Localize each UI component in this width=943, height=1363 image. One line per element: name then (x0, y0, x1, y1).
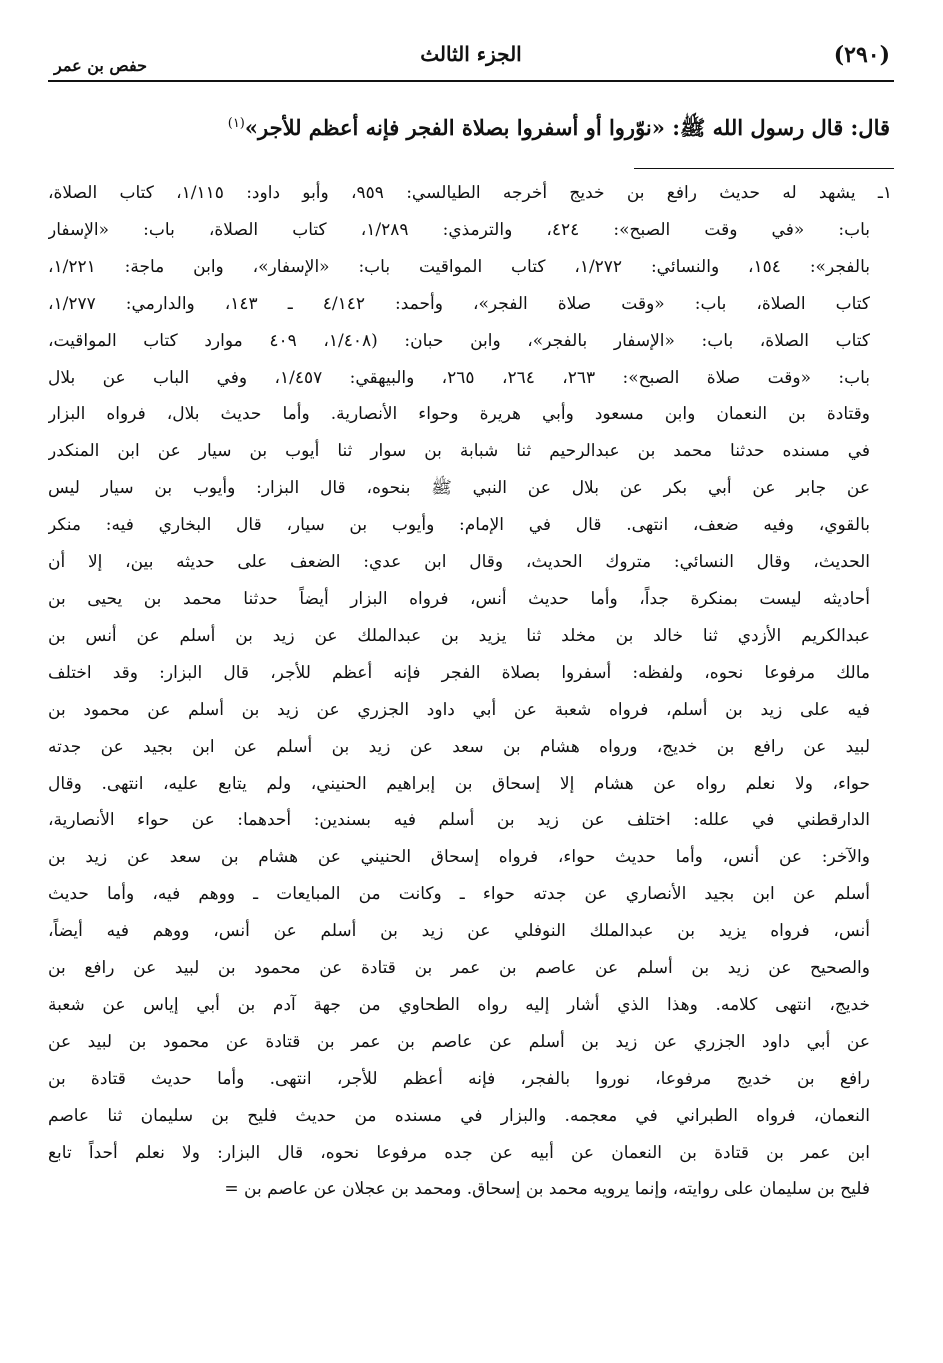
footnote-line: الحديث، وقال النسائي: متروك الحديث، وقال ابن عدي: الضعف على حديثه بين، إلا أن (48, 552, 870, 573)
footnote-line: أحاديثه ليست بمنكرة جداً، وأما حديث أنس، فرواه البزار أيضاً حدثنا محمد بن يحيى بن (48, 588, 870, 609)
running-title: الجزء الثالث (420, 42, 522, 66)
footnote-marker: (١) (227, 116, 245, 131)
footnote-block (48, 175, 894, 1208)
footnote-line: وقتادة بن النعمان وابن مسعود وأبي هريرة وحواء الأنصارية. وأما حديث بلال، فرواه البزار (48, 404, 870, 425)
footnote-line: بالفجر»: ١٥٤، والنسائي: ١/٢٧٢، كتاب المواقيت باب: «الإسفار»، وابن ماجة: ١/٢٢١، (48, 256, 871, 277)
footnote-line: باب: «في وقت الصبح»: ٤٢٤، والترمذي: ١/٢٨٩، كتاب الصلاة، باب: «الإسفار (48, 219, 870, 240)
footnote-line: عن أبي داود الجزري عن زيد بن أسلم عن عاصم بن عمر بن قتادة عن محمود بن لبيد عن (48, 1031, 870, 1052)
footnote-line: لبيد عن رافع بن خديج، ورواه هشام بن سعد عن زيد بن أسلم عن ابن بجيد عن جدته (48, 736, 870, 757)
footnote-line: خديج، انتهى كلامه. وهذا الذي أشار إليه رواه الطحاوي من جهة آدم بن أبي إياس عن شعبة (48, 994, 870, 1015)
footnote-line: حواء، ولا نعلم رواه عن هشام إلا إسحاق بن إبراهيم الحنيني، ولم يتابع عليه، انتهى. وقال (48, 773, 870, 794)
footnote-line: بالقوي، وفيه ضعف، انتهى. قال في الإمام: وأيوب بن سيار، قال البخاري فيه: منكر (48, 515, 870, 536)
footnote-line: كتاب الصلاة، باب: «وقت صلاة الفجر»، وأحمد: ٤/١٤٢ ـ ١٤٣، والدارمي: ١/٢٧٧، (48, 293, 871, 314)
book-page (48, 38, 894, 1338)
main-text-body: قال: قال رسول الله ﷺ: «نوّروا أو أسفروا بصلاة الفجر فإنه أعظم للأجر» (244, 115, 890, 140)
footnote-line: النعمان، فرواه الطبراني في معجمه. والبزار في مسنده من حديث فليح بن سليمان ثنا عاصم (48, 1105, 870, 1126)
footnote-line: والصحيح عن زيد بن أسلم عن عاصم بن عمر بن قتادة عن محمود بن لبيد عن رافع بن (48, 958, 870, 979)
footnote-line: كتاب الصلاة، باب: «الإسفار بالفجر»، وابن حبان: (١/٤٠٨، ٤٠٩ موارد كتاب المواقيت، (48, 330, 871, 351)
footnote-line: أنس، فرواه يزيد بن عبدالملك النوفلي عن زيد بن أسلم عن أنس، ووهم فيه أيضاً، (48, 921, 870, 942)
footnote-line: عن جابر عن أبي بكر عن بلال عن النبي ﷺ بنحوه، قال البزار: وأيوب بن سيار ليس (48, 478, 870, 499)
footnote-line: ١ـ يشهد له حديث رافع بن خديج أخرجه الطيالسي: ٩٥٩، وأبو داود: ١/١١٥، كتاب الصلاة، (48, 183, 892, 203)
footnote-line: رافع بن خديج مرفوعا، نوروا بالفجر، فإنه أعظم للأجر، انتهى. وأما حديث قتادة بن (48, 1068, 870, 1089)
main-hadith-text (48, 104, 894, 148)
footnote-line: ابن عمر بن قتادة بن النعمان عن أبيه عن جده مرفوعا نحوه، قال البزار: ولا نعلم أحداً تابع (48, 1142, 870, 1163)
page-number: (٢٩٠) (833, 42, 890, 68)
footnote-divider (634, 168, 894, 169)
footnote-line: والآخر: عن أنس، وأما حديث حواء، فرواه إسحاق الحنيني عن هشام بن سعد عن زيد بن (48, 847, 870, 868)
footnote-line: فليح بن سليمان على روايته، وإنما يرويه محمد بن إسحاق. ومحمد بن عجلان عن عاصم بن = (224, 1179, 870, 1200)
footnote-line: باب: «وقت صلاة الصبح»: ٢٦٣، ٢٦٤، ٢٦٥، والبيهقي: ١/٤٥٧، وفي الباب عن بلال (48, 367, 871, 388)
footnote-line: الدارقطني في علله: اختلف عن زيد بن أسلم فيه بسندين: أحدهما: عن حواء الأنصارية، (48, 810, 870, 831)
footnote-line: عبدالكريم الأزدي ثنا خالد بن مخلد ثنا يزيد بن عبدالملك عن زيد بن أسلم عن أنس بن (48, 625, 870, 646)
page-header (48, 38, 894, 82)
running-author: حفص بن عمر (54, 56, 147, 75)
footnote-line: في مسنده حدثنا محمد بن عبدالرحيم ثنا شبابة بن سوار ثنا أيوب بن سيار عن ابن المنكدر (48, 441, 870, 462)
footnote-line: فيه على زيد بن أسلم، فرواه شعبة عن أبي داود الجزري عن زيد بن أسلم عن محمود بن (48, 699, 870, 720)
footnote-line: مالك مرفوعا نحوه، ولفظه: أسفروا بصلاة الفجر فإنه أعظم للأجر، قال البزار: وقد اختلف (48, 662, 870, 683)
footnote-line: أسلم عن ابن بجيد الأنصاري عن جدته حواء ـ وكانت من المبايعات ـ ووهم فيه، وأما حديث (48, 884, 870, 905)
